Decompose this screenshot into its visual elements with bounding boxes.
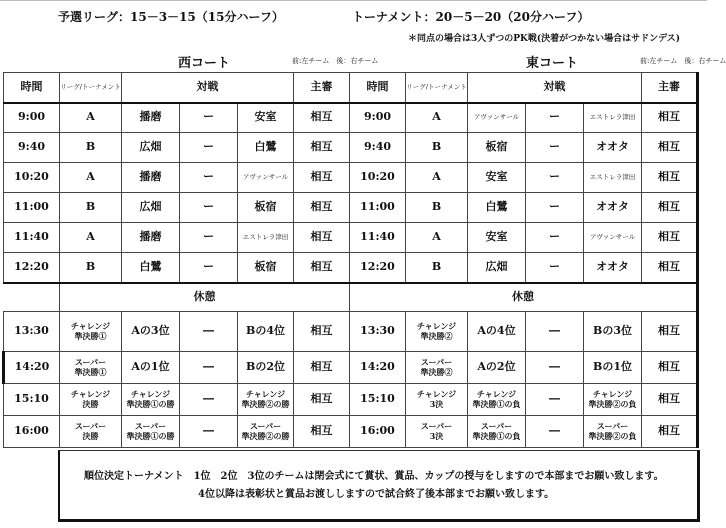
- west-referee-cell: 相互: [294, 133, 350, 163]
- east-away-team: エストレラ津田: [584, 163, 642, 193]
- tournament-row: [4, 384, 698, 416]
- east-time-cell: 15:10: [350, 384, 406, 416]
- west-home-team: 白鷺: [122, 253, 180, 283]
- west-home-team: 播磨: [122, 163, 180, 193]
- west-away-team: 白鷺: [238, 133, 294, 163]
- footer-line-2: 4位以降は表彰状と賞品お渡ししますので試合終了後本部までお願い致します。: [198, 489, 555, 500]
- east-type-header: リーグ/トーナメント: [406, 73, 468, 103]
- east-group-cell: B: [406, 133, 468, 163]
- west-away-slot: Bの4位: [238, 312, 294, 352]
- east-referee-cell: 相互: [642, 193, 698, 223]
- east-away-slot: Bの1位: [584, 352, 642, 384]
- west-referee-cell: 相互: [294, 103, 350, 133]
- east-home-team: 広畑: [468, 253, 526, 283]
- east-time-cell: 13:30: [350, 312, 406, 352]
- east-home-team: 安室: [468, 163, 526, 193]
- west-home-team: 播磨: [122, 103, 180, 133]
- east-home-slot: Aの2位: [468, 352, 526, 384]
- tournament-row: [4, 416, 698, 448]
- east-vs-dash: ―: [526, 352, 584, 384]
- east-referee-cell: 相互: [642, 312, 698, 352]
- east-referee-cell: 相互: [642, 163, 698, 193]
- west-vs-dash: ―: [180, 384, 238, 416]
- west-vs-dash: ー: [180, 133, 238, 163]
- east-home-slot: Aの4位: [468, 312, 526, 352]
- column-header-row: [4, 73, 698, 103]
- west-time-cell: 9:00: [4, 103, 60, 133]
- east-referee-cell: 相互: [642, 253, 698, 283]
- east-home-slot: チャレンジ 準決勝①の負: [468, 384, 526, 416]
- league-row: [4, 163, 698, 193]
- west-time-cell: 11:00: [4, 193, 60, 223]
- east-away-team: アヴァンサール: [584, 223, 642, 253]
- east-time-cell: 9:40: [350, 133, 406, 163]
- east-referee-cell: 相互: [642, 416, 698, 448]
- east-time-cell: 11:40: [350, 223, 406, 253]
- west-referee-cell: 相互: [294, 384, 350, 416]
- west-group-cell: A: [60, 103, 122, 133]
- east-away-team: オオタ: [584, 133, 642, 163]
- east-group-cell: A: [406, 223, 468, 253]
- east-match-type: スーパー 準決勝②: [406, 352, 468, 384]
- break-row: [4, 283, 698, 312]
- east-home-slot: スーパー 準決勝①の負: [468, 416, 526, 448]
- west-home-slot: スーパー 準決勝①の勝: [122, 416, 180, 448]
- east-break-label: 休憩: [350, 283, 698, 312]
- west-vs-dash: ―: [180, 312, 238, 352]
- east-time-cell: 12:20: [350, 253, 406, 283]
- west-group-cell: B: [60, 193, 122, 223]
- east-match-type: スーパー 3決: [406, 416, 468, 448]
- west-vs-dash: ー: [180, 163, 238, 193]
- west-time-cell: 16:00: [4, 416, 60, 448]
- west-away-team: 安室: [238, 103, 294, 133]
- east-referee-cell: 相互: [642, 103, 698, 133]
- top-border: [0, 0, 707, 1]
- east-home-team: 板宿: [468, 133, 526, 163]
- east-match-type: チャレンジ 3決: [406, 384, 468, 416]
- west-referee-cell: 相互: [294, 253, 350, 283]
- east-vs-dash: ―: [526, 384, 584, 416]
- east-away-slot: スーパー 準決勝②の負: [584, 416, 642, 448]
- east-court-title: 東コート: [526, 56, 579, 71]
- east-time-header: 時間: [350, 73, 406, 103]
- west-group-cell: A: [60, 163, 122, 193]
- west-group-cell: B: [60, 133, 122, 163]
- east-away-slot: チャレンジ 準決勝②の負: [584, 384, 642, 416]
- footer-line-1: 順位決定トーナメント 1位 2位 3位のチームは閉会式にて賞状、賞品、カップの授与をしますので本部までお願い致します。: [84, 471, 664, 482]
- east-referee-cell: 相互: [642, 352, 698, 384]
- west-time-cell: 9:40: [4, 133, 60, 163]
- west-time-cell: 10:20: [4, 163, 60, 193]
- west-home-slot: Aの1位: [122, 352, 180, 384]
- west-referee-cell: 相互: [294, 352, 350, 384]
- east-time-cell: 16:00: [350, 416, 406, 448]
- west-time-cell: 14:20: [4, 352, 60, 384]
- west-referee-cell: 相互: [294, 312, 350, 352]
- west-home-slot: チャレンジ 準決勝①の勝: [122, 384, 180, 416]
- east-group-cell: A: [406, 103, 468, 133]
- qualifier-format: 予選リーグ：15－3－15（15分ハーフ）: [58, 10, 284, 24]
- west-vs-dash: ―: [180, 352, 238, 384]
- west-away-team: アヴァンサール: [238, 163, 294, 193]
- east-home-team: アヴァンサール: [468, 103, 526, 133]
- west-time-cell: 13:30: [4, 312, 60, 352]
- west-vs-dash: ー: [180, 253, 238, 283]
- west-away-slot: Bの2位: [238, 352, 294, 384]
- west-time-header: 時間: [4, 73, 60, 103]
- west-home-slot: Aの3位: [122, 312, 180, 352]
- east-vs-dash: ー: [526, 193, 584, 223]
- west-vs-dash: ―: [180, 416, 238, 448]
- east-vs-dash: ー: [526, 223, 584, 253]
- west-match-type: スーパー 決勝: [60, 416, 122, 448]
- west-home-team: 広畑: [122, 133, 180, 163]
- league-row: [4, 133, 698, 163]
- west-vs-dash: ー: [180, 103, 238, 133]
- east-referee-header: 主審: [642, 73, 698, 103]
- east-home-team: 安室: [468, 223, 526, 253]
- east-away-slot: Bの3位: [584, 312, 642, 352]
- league-row: [4, 103, 698, 133]
- west-court-title: 西コート: [178, 56, 231, 71]
- west-home-team: 広畑: [122, 193, 180, 223]
- east-time-cell: 11:00: [350, 193, 406, 223]
- east-time-cell: 9:00: [350, 103, 406, 133]
- tournament-format: トーナメント：20－5－20（20分ハーフ）: [352, 10, 590, 24]
- tournament-row: [4, 352, 698, 384]
- league-row: [4, 253, 698, 283]
- west-vs-dash: ー: [180, 223, 238, 253]
- west-time-cell: 12:20: [4, 253, 60, 283]
- east-vs-dash: ー: [526, 103, 584, 133]
- west-away-slot: チャレンジ 準決勝②の勝: [238, 384, 294, 416]
- east-referee-cell: 相互: [642, 384, 698, 416]
- east-home-team: 白鷺: [468, 193, 526, 223]
- east-group-cell: B: [406, 193, 468, 223]
- league-row: [4, 193, 698, 223]
- west-vs-dash: ー: [180, 193, 238, 223]
- west-type-header: リーグ/トーナメント: [60, 73, 122, 103]
- west-group-cell: A: [60, 223, 122, 253]
- west-away-team: 板宿: [238, 193, 294, 223]
- west-match-type: チャレンジ 決勝: [60, 384, 122, 416]
- east-vs-dash: ー: [526, 253, 584, 283]
- league-row: [4, 223, 698, 253]
- east-match-type: チャレンジ 準決勝②: [406, 312, 468, 352]
- west-referee-cell: 相互: [294, 163, 350, 193]
- east-time-cell: 14:20: [350, 352, 406, 384]
- west-away-slot: スーパー 準決勝②の勝: [238, 416, 294, 448]
- west-match-header: 対戦: [122, 73, 294, 103]
- east-referee-cell: 相互: [642, 133, 698, 163]
- east-time-cell: 10:20: [350, 163, 406, 193]
- west-referee-cell: 相互: [294, 193, 350, 223]
- west-time-cell: 11:40: [4, 223, 60, 253]
- east-group-cell: A: [406, 163, 468, 193]
- west-group-cell: B: [60, 253, 122, 283]
- east-away-team: エストレラ津田: [584, 103, 642, 133]
- west-match-type: スーパー 準決勝①: [60, 352, 122, 384]
- east-vs-dash: ―: [526, 416, 584, 448]
- east-away-team: オオタ: [584, 193, 642, 223]
- west-side-note: 前:左チーム 後：右チーム: [292, 57, 379, 65]
- east-referee-cell: 相互: [642, 223, 698, 253]
- west-break-label: 休憩: [60, 283, 350, 312]
- east-away-team: オオタ: [584, 253, 642, 283]
- west-referee-cell: 相互: [294, 223, 350, 253]
- west-away-team: エストレラ津田: [238, 223, 294, 253]
- tiebreak-note: ＊同点の場合は3人ずつのPK戦(決着がつかない場合はサドンデス): [408, 34, 681, 44]
- tournament-row: [4, 312, 698, 352]
- west-referee-cell: 相互: [294, 416, 350, 448]
- west-home-team: 播磨: [122, 223, 180, 253]
- west-match-type: チャレンジ 準決勝①: [60, 312, 122, 352]
- schedule-table: [2, 72, 699, 448]
- east-vs-dash: ―: [526, 312, 584, 352]
- east-match-header: 対戦: [468, 73, 642, 103]
- west-away-team: 板宿: [238, 253, 294, 283]
- west-referee-header: 主審: [294, 73, 350, 103]
- west-time-cell: 15:10: [4, 384, 60, 416]
- footer-notice: [58, 450, 700, 522]
- east-side-note: 前:左チーム 後：右チーム: [640, 57, 726, 65]
- east-group-cell: B: [406, 253, 468, 283]
- east-vs-dash: ー: [526, 163, 584, 193]
- east-vs-dash: ー: [526, 133, 584, 163]
